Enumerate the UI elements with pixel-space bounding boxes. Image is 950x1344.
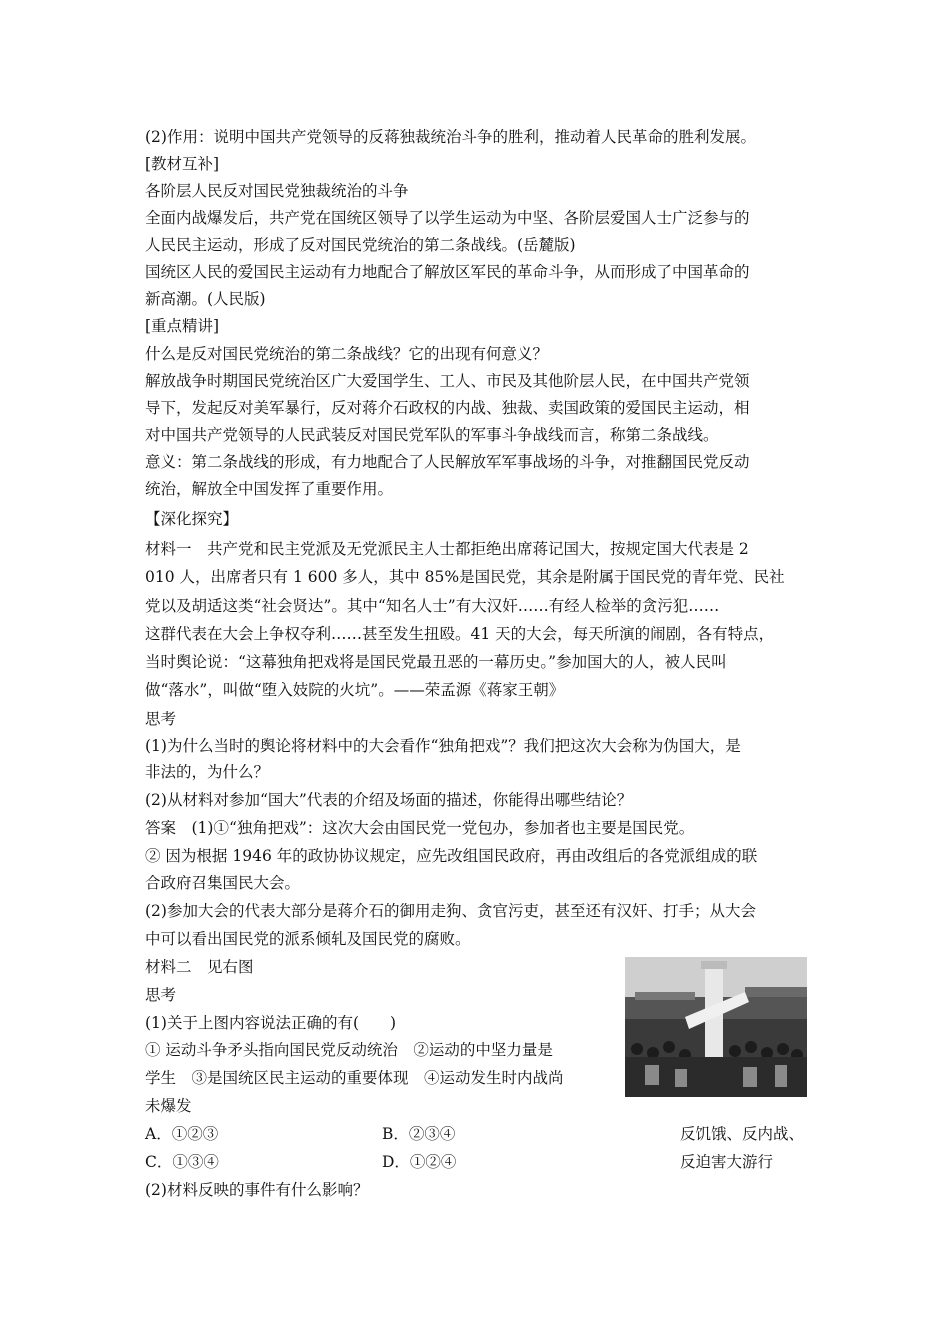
text-line: (2)参加大会的代表大部分是蒋介石的御用走狗、贪官污吏，甚至还有汉奸、打手；从大会 <box>145 902 756 920</box>
text-line: 材料一 共产党和民主党派及无党派民主人士都拒绝出席蒋记国大，按规定国大代表是 2 <box>145 540 749 558</box>
text-line: ① 运动斗争矛头指向国民党反动统治 ②运动的中坚力量是 <box>145 1041 553 1059</box>
option-c: C．①③④ <box>145 1153 219 1171</box>
photo-caption-line: 反饥饿、反内战、 <box>680 1125 805 1143</box>
text-line: 合政府召集国民大会。 <box>145 874 301 892</box>
text-line: (2)作用：说明中国共产党领导的反蒋独裁统治斗争的胜利，推动着人民革命的胜利发展。 <box>145 128 756 146</box>
text-line: 思考 <box>145 986 177 1004</box>
section-heading: 【深化探究】 <box>145 510 239 528</box>
text-line: 未爆发 <box>145 1097 192 1115</box>
photo-caption-line: 反迫害大游行 <box>680 1153 774 1171</box>
text-line: 全面内战爆发后，共产党在国统区领导了以学生运动为中坚、各阶层爱国人士广泛参与的 <box>145 209 750 227</box>
text-line: 学生 ③是国统区民主运动的重要体现 ④运动发生时内战尚 <box>145 1069 564 1087</box>
text-line: (2)材料反映的事件有什么影响？ <box>145 1181 369 1199</box>
text-line: 解放战争时期国民党统治区广大爱国学生、工人、市民及其他阶层人民，在中国共产党领 <box>145 372 750 390</box>
text-line: 党以及胡适这类“社会贤达”。其中“知名人士”有大汉奸……有经人检举的贪污犯…… <box>145 597 720 615</box>
section-heading: [重点精讲] <box>145 317 220 335</box>
text-line: 新高潮。(人民版) <box>145 290 266 308</box>
text-line: 当时舆论说：“这幕独角把戏将是国民党最丑恶的一幕历史。”参加国大的人，被人民叫 <box>145 653 727 671</box>
text-line: 什么是反对国民党统治的第二条战线？它的出现有何意义？ <box>145 345 549 363</box>
text-line: 对中国共产党领导的人民武装反对国民党军队的军事斗争战线而言，称第二条战线。 <box>145 426 719 444</box>
option-a: A．①②③ <box>145 1125 219 1143</box>
text-line: 答案 (1)①“独角把戏”：这次大会由国民党一党包办，参加者也主要是国民党。 <box>145 819 695 837</box>
text-line: (1)关于上图内容说法正确的有( ) <box>145 1014 397 1032</box>
text-line: ② 因为根据 1946 年的政协协议规定，应先改组国民政府，再由改组后的各党派组成的联 <box>145 847 758 865</box>
text-line: 人民民主运动，形成了反对国民党统治的第二条战线。(岳麓版) <box>145 236 576 254</box>
option-d: D．①②④ <box>382 1153 457 1171</box>
text-line: 国统区人民的爱国民主运动有力地配合了解放区军民的革命斗争，从而形成了中国革命的 <box>145 263 750 281</box>
text-line: 思考 <box>145 710 177 728</box>
text-line: 导下，发起反对美军暴行，反对蒋介石政权的内战、独裁、卖国政策的爱国民主运动，相 <box>145 399 750 417</box>
text-line: (2)从材料对参加“国大”代表的介绍及场面的描述，你能得出哪些结论？ <box>145 791 633 809</box>
text-line: 中可以看出国民党的派系倾轧及国民党的腐败。 <box>145 930 471 948</box>
text-line: (1)为什么当时的舆论将材料中的大会看作“独角把戏”？我们把这次大会称为伪国大，是 <box>145 737 741 755</box>
text-line: 非法的，为什么？ <box>145 763 270 781</box>
text-line: 010 人，出席者只有 1 600 多人，其中 85%是国民党，其余是附属于国民党的青年党、民社 <box>145 568 785 586</box>
text-line: 各阶层人民反对国民党独裁统治的斗争 <box>145 182 409 200</box>
historical-photo <box>625 957 807 1097</box>
text-line: 材料二 见右图 <box>145 958 254 976</box>
text-line: 意义：第二条战线的形成，有力地配合了人民解放军军事战场的斗争，对推翻国民党反动 <box>145 453 750 471</box>
text-line: 这群代表在大会上争权夺利……甚至发生扭殴。41 天的大会，每天所演的闹剧，各有特点， <box>145 625 775 643</box>
option-b: B．②③④ <box>382 1125 456 1143</box>
text-line: 做“落水”，叫做“堕入妓院的火坑”。——荣孟源《蒋家王朝》 <box>145 681 565 699</box>
section-heading: [教材互补] <box>145 155 220 173</box>
text-line: 统治，解放全中国发挥了重要作用。 <box>145 480 394 498</box>
